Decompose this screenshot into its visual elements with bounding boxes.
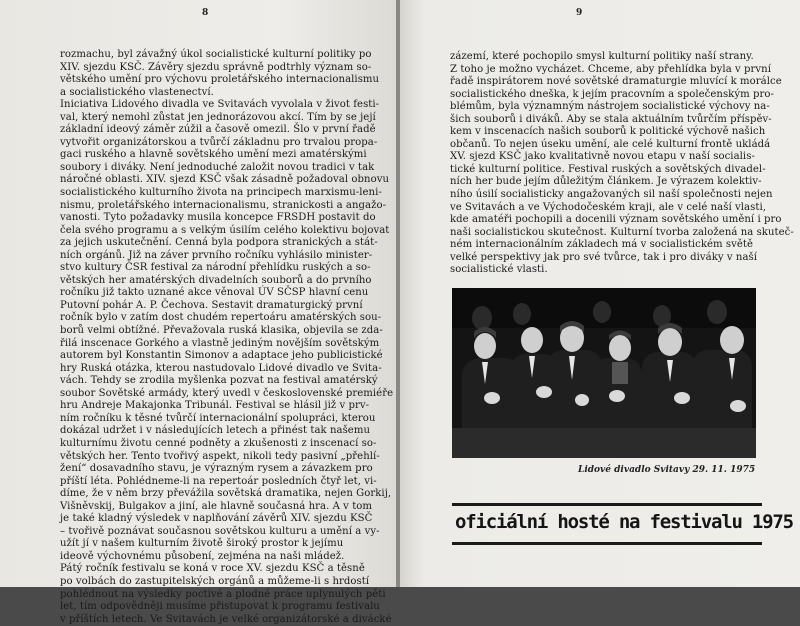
section-headline: oficiální hosté na festivalu 1975 bbox=[455, 511, 793, 533]
text-line: ního úsilí socialisticky angažovaných sil naší společnosti nejen bbox=[450, 189, 773, 201]
audience-photo bbox=[452, 288, 756, 458]
text-line: socialistického dneška, k jejím pracovním a společenským pro- bbox=[450, 88, 774, 100]
text-line: XIV. sjezdu KSČ. Závěry sjezdu správně podtrhly význam so- bbox=[60, 61, 372, 73]
text-line: pohlédnout na výsledky poctivé a plodné práce uplynulých pěti bbox=[60, 588, 386, 600]
text-line: Z toho je možno vycházet. Chceme, aby přehlídka byla v první bbox=[450, 63, 772, 75]
text-line: borů velmi obtížné. Převažovala ruská klasika, objevila se zda- bbox=[60, 325, 383, 337]
text-line: čela svého programu a s velkým úsilím celého kolektivu bojovat bbox=[60, 224, 390, 236]
text-line: ném internacionálním základech má v socialistickém světě bbox=[450, 239, 754, 251]
text-line: větských her amatérských divadelních souborů a do prvního bbox=[60, 274, 372, 286]
text-line: za jejich uskutečnění. Cenná byla podpora stranických a stát- bbox=[60, 237, 378, 249]
text-line: naši socialistickou skutečnost. Kulturní tvorba založená na skuteč- bbox=[450, 226, 794, 238]
text-line: žení“ dosavadního stavu, je výrazným rysem a závazkem pro bbox=[60, 463, 373, 475]
text-line: kulturnímu životu cenné podněty a zkušenosti z inscenací so- bbox=[60, 437, 377, 449]
text-line: soubor Sovětské armády, který uvedl v československé premiéře bbox=[60, 387, 394, 399]
text-line: Pátý ročník festivalu se koná v roce XV. sjezdu KSČ a těsně bbox=[60, 563, 365, 575]
audience-photo-illustration bbox=[452, 288, 756, 458]
text-line: zázemí, které pochopilo smysl kulturní politiky naší strany. bbox=[450, 51, 754, 62]
text-line: řilá inscenace Gorkého a vlastně jediným novějším sovětským bbox=[60, 337, 380, 349]
text-line: hru Andreje Makajonka Tribunál. Festival se hlásil již v prv- bbox=[60, 400, 370, 412]
text-line: díme, že v něm brzy převážila sovětská dramatika, nejen Gorkij, bbox=[60, 488, 392, 500]
headline-rule-bottom bbox=[452, 542, 762, 545]
text-line: občanů. To nejen úseku umění, ale celé kulturní frontě ukládá bbox=[450, 138, 771, 150]
text-line: tické kulturní politice. Festival ruských a sovětských divadel- bbox=[450, 163, 766, 175]
text-line: ve Svitavách a ve Východočeském kraji, ale v celé naší vlasti, bbox=[450, 201, 766, 213]
text-line: příští léta. Pohlédneme-li na repertoár posledních čtyř let, vi- bbox=[60, 475, 377, 487]
text-line: socialistického kulturního života na principech marxismu-leni- bbox=[60, 187, 382, 199]
text-line: blémům, byla významným nástrojem socialistické výchovy na- bbox=[450, 101, 770, 113]
left-page bbox=[0, 0, 398, 625]
text-line: XV. sjezd KSČ jako kvalitativně novou etapu v naší socialis- bbox=[450, 151, 755, 163]
text-line: ním ročníku k těsné tvůrčí internacionální spolupráci, kterou bbox=[60, 412, 376, 424]
text-line: ideově výchovnému působení, zejména na naši mládež. bbox=[60, 550, 345, 562]
text-line: šich souborů i diváků. Aby se stala aktuálním tvůrčím příspěv- bbox=[450, 113, 772, 125]
text-line: a socialistického vlastenectví. bbox=[60, 86, 214, 98]
text-line: – tvořivě poznávat současnou sovětskou kulturu a umění a vy- bbox=[60, 525, 380, 537]
text-line: ročník bylo v zatím dost chudém repertoáru amatérských sou- bbox=[60, 312, 382, 324]
text-line: nismu, proletářského internacionalismu, stranickosti a angažo- bbox=[60, 199, 387, 211]
text-line: hry Ruská otázka, kterou nastudovalo Lidové divadlo ve Svita- bbox=[60, 362, 382, 374]
text-line: Iniciativa Lidového divadla ve Svitavách vyvolala v život festi- bbox=[60, 99, 380, 111]
text-line: vách. Tehdy se zrodila myšlenka pozvat na festival amatérský bbox=[60, 375, 378, 387]
text-line: let, tím odpovědněji musíme přistupovat k programu festivalu bbox=[60, 601, 380, 613]
text-line: kde amatéři pochopili a docenili význam sovětského umění i pro bbox=[450, 214, 782, 226]
text-line: val, který nemohl zůstat jen jednorázovou akcí. Tím by se její bbox=[60, 111, 376, 123]
text-line: socialistické vlasti. bbox=[450, 264, 548, 276]
text-line: je také kladný výsledek v naplňování závěrů XIV. sjezdu KSČ bbox=[60, 513, 373, 525]
text-line: rozmachu, byl závažný úkol socialistické kulturní politiky po bbox=[60, 49, 372, 60]
text-line: náročné oblasti. XIV. sjezd KSČ však zásadně požadoval obnovu bbox=[60, 174, 390, 186]
text-line: dokázal udržet i v následujících letech a přinést tak našemu bbox=[60, 425, 370, 437]
text-line: soubory i diváky. Není jednoduché založit novou tradici v tak bbox=[60, 161, 375, 173]
text-line: vytvořit organizátorskou a tvůrčí základnu pro trvalou propa- bbox=[60, 136, 378, 148]
right-text-column bbox=[450, 51, 794, 277]
text-line: řadě inspirátorem nové sovětské dramaturgie mluvící k morálce bbox=[450, 76, 782, 88]
text-line: Putovní pohár A. P. Čechova. Sestavit dramaturgický první bbox=[60, 299, 363, 311]
text-line: stvo kultury ČSR festival za národní přehlídku ruských a so- bbox=[60, 262, 371, 274]
text-line: vanosti. Tyto požadavky musila koncepce FRSDH postavit do bbox=[60, 212, 376, 224]
photo-caption: Lidové divadlo Svitavy 29. 11. 1975 bbox=[578, 465, 756, 475]
text-line: větských her. Tento tvořivý aspekt, nikoli tedy pasivní „přehlí- bbox=[60, 450, 380, 462]
text-line: autorem byl Konstantin Simonov a adaptace jeho publicistické bbox=[60, 350, 383, 362]
text-line: užít jí v našem kulturním životě široký prostor k jejímu bbox=[60, 538, 344, 550]
text-line: po volbách do zastupitelských orgánů a můžeme-li s hrdostí bbox=[60, 575, 370, 587]
page-number-right: 9 bbox=[576, 8, 583, 18]
text-line: větského umění pro výchovu proletářského internacionalismu bbox=[60, 74, 380, 86]
text-line: gaci ruského a hlavně sovětského umění mezi amatérskými bbox=[60, 149, 367, 161]
text-line: ročníku již takto uznané akce věnoval ÚV SČSP hlavní cenu bbox=[60, 287, 369, 299]
text-line: velké perspektivy jak pro své tvůrce, tak i pro diváky v naší bbox=[450, 251, 758, 263]
headline-rule-top bbox=[452, 503, 762, 506]
page-number-left: 8 bbox=[202, 8, 209, 18]
left-text-column bbox=[60, 49, 394, 626]
text-line: ních orgánů. Již na záver prvního ročníku vyhlásilo minister- bbox=[60, 249, 373, 261]
text-line: v příštích letech. Ve Svitavách je velké organizátorské a divácké bbox=[60, 613, 392, 625]
text-line: ních her bude jejím důležitým článkem. Je výrazem kolektiv- bbox=[450, 176, 762, 188]
text-line: základní ideový záměr zúžil a časově omezil. Šlo v první řadě bbox=[60, 124, 376, 136]
text-line: kem v inscenacích našich souborů k politické výchově našich bbox=[450, 126, 766, 138]
text-line: Višněvskij, Bulgakov a jiní, ale hlavně současná hra. A v tom bbox=[60, 500, 373, 512]
